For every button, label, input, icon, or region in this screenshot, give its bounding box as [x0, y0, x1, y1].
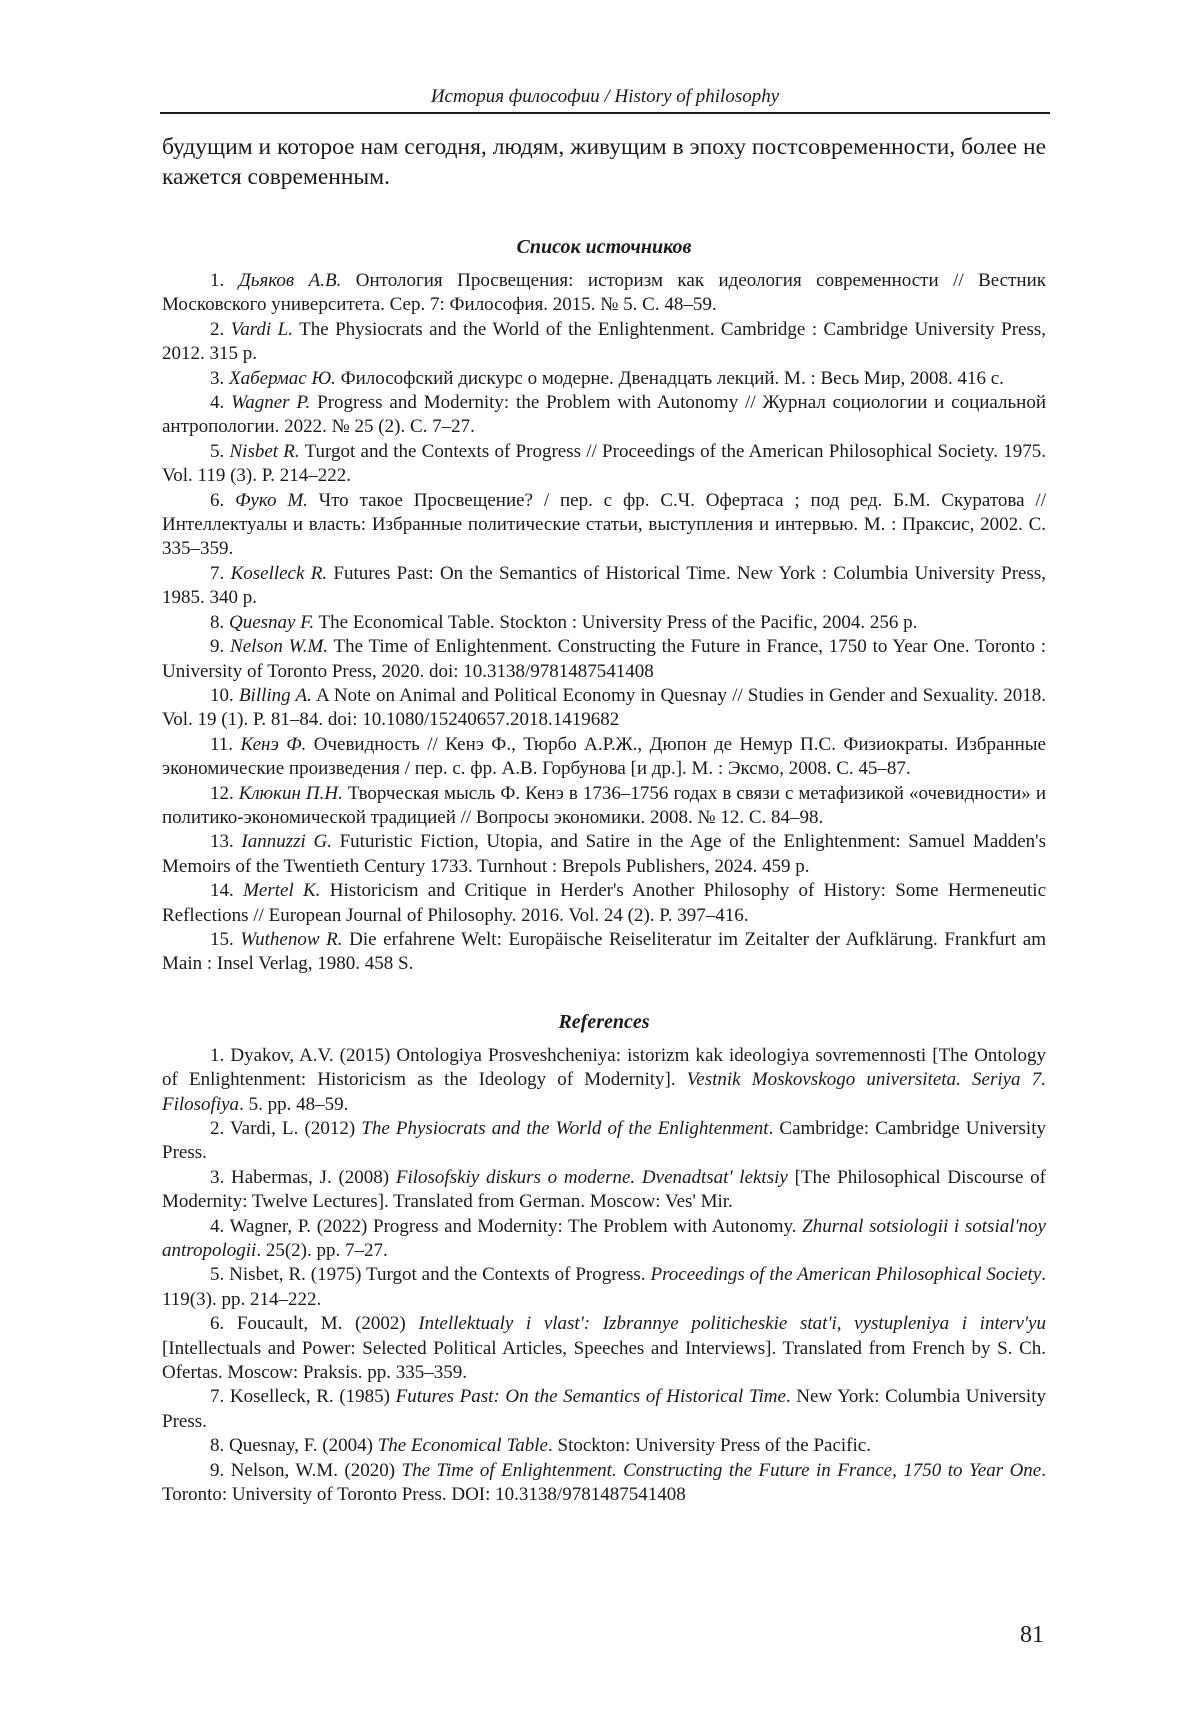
entry-italic-title: The Time of Enlightenment. Constructing the Future in France, 1750 to Year One — [401, 1459, 1042, 1481]
entry-text: Nelson, W.M. (2020) — [224, 1459, 402, 1481]
references-list — [162, 1044, 1046, 1508]
reference-entry — [162, 1312, 1046, 1385]
entry-text-end: . Stockton: University Press of the Pacific. — [548, 1435, 871, 1457]
entry-author: Nisbet R. — [229, 440, 300, 462]
entry-text: Futuristic Fiction, Utopia, and Satire in the Age of the Enlightenment: Samuel Madden's Memoirs of the Twentieth Century 1733. Turnhout : Brepols Publishers, 2024. 459 p. — [162, 831, 1046, 877]
entry-text: The Time of Enlightenment. Constructing the Future in France, 1750 to Year One. Toronto : University of Toronto Press, 2020. doi: 10.3138/9781487541408 — [162, 636, 1047, 682]
entry-text: The Economical Table. Stockton : University Press of the Pacific, 2004. 256 p. — [314, 611, 918, 633]
entry-number: 7. — [210, 1386, 225, 1408]
entry-text-end: . 25(2). pp. 7–27. — [256, 1240, 388, 1262]
entry-text: Foucault, M. (2002) — [224, 1313, 419, 1335]
entry-number: 7. — [210, 562, 225, 584]
source-entry — [162, 391, 1046, 440]
entry-text: Очевидность // Кенэ Ф., Тюрбо А.Р.Ж., Дюпон де Немур П.С. Физиократы. Избранные экономические произведения / пер. с. фр. А.В. Горбунова [и др.]. М. : Эксмо, 2008. С. 45–87. — [162, 733, 1046, 780]
entry-italic-title: Proceedings of the American Philosophical Society — [650, 1264, 1042, 1286]
source-entry — [162, 318, 1046, 367]
entry-number: 5. — [210, 440, 225, 462]
source-entry — [162, 879, 1046, 928]
entry-author: Nelson W.M. — [230, 636, 329, 658]
entry-number: 3. — [210, 367, 225, 389]
references-title: References — [558, 1010, 650, 1033]
entry-text: Historicism and Critique in Herder's Another Philosophy of History: Some Hermeneutic Reflections // European Journal of Philosophy. 2016. Vol. 24 (2). P. 397–416. — [162, 880, 1047, 926]
entry-text-end: . Toronto: University of Toronto Press. DOI: 10.3138/9781487541408 — [162, 1459, 1046, 1506]
source-entry — [162, 635, 1046, 684]
source-entry — [162, 782, 1046, 831]
entry-text: Vardi, L. (2012) — [224, 1118, 362, 1139]
entry-author: Iannuzzi G. — [241, 831, 332, 853]
entry-author: Wagner P. — [231, 392, 311, 414]
entry-number: 2. — [210, 318, 225, 340]
entry-author: Vardi L. — [230, 318, 293, 340]
entry-author: Billing A. — [238, 684, 312, 706]
entry-text: Koselleck, R. (1985) — [224, 1386, 396, 1408]
entry-italic-title: The Economical Table — [377, 1435, 548, 1457]
entry-number: 1. — [210, 270, 225, 291]
entry-number: 15. — [210, 928, 234, 950]
entry-number: 5. — [210, 1264, 225, 1286]
entry-text: Progress and Modernity: the Problem with Autonomy // Журнал социологии и социальной антропологии. 2022. № 25 (2). С. 7–27. — [162, 392, 1046, 438]
reference-entry — [162, 1166, 1046, 1215]
entry-text: Dyakov, A.V. (2015) Ontologiya Prosveshcheniya: istorizm kak ideologiya sovremennosti [The Ontology of Enlightenment: Historicism as the Ideology of Modernity]. — [162, 1044, 1046, 1091]
reference-entry — [162, 1459, 1046, 1508]
entry-author: Koselleck R. — [230, 562, 328, 584]
entry-number: 2. — [210, 1118, 225, 1139]
reference-entry — [162, 1215, 1046, 1264]
entry-text: Turgot and the Contexts of Progress // Proceedings of the American Philosophical Society. 1975. Vol. 119 (3). P. 214–222. — [162, 440, 1046, 487]
entry-text: Wagner, P. (2022) Progress and Modernity: The Problem with Autonomy. — [224, 1215, 803, 1237]
reference-entry — [162, 1117, 1046, 1166]
entry-text: A Note on Animal and Political Economy in Quesnay // Studies in Gender and Sexuality. 2018. Vol. 19 (1). P. 81–84. doi: 10.1080/15240657.2018.1419682 — [162, 684, 1047, 731]
entry-author: Кенэ Ф. — [240, 733, 307, 755]
entry-text: Что такое Просвещение? / пер. с фр. С.Ч. Офертаса ; под ред. Б.М. Скуратова // Интеллектуалы и власть: Избранные политические статьи, выступления и интервью. М. : Праксис, 2002. С. 335–359. — [162, 489, 1046, 560]
entry-number: 4. — [210, 1215, 225, 1237]
source-entry — [162, 440, 1046, 489]
entry-author: Mertel K. — [243, 880, 321, 902]
page-body — [162, 132, 1046, 1508]
source-entry — [162, 928, 1046, 977]
entry-number: 8. — [210, 1435, 225, 1457]
entry-text-end: . Cambridge: Cambridge University Press. — [162, 1118, 1046, 1164]
entry-text: Онтология Просвещения: историзм как идеология современности // Вестник Московского университета. Сер. 7: Философия. 2015. № 5. С. 48–59. — [162, 270, 1046, 316]
entry-text: Quesnay, F. (2004) — [224, 1435, 378, 1457]
entry-author: Хабермас Ю. — [229, 367, 336, 389]
header-rule — [160, 112, 1050, 114]
source-entry — [162, 830, 1046, 879]
source-entry — [162, 269, 1046, 318]
entry-number: 3. — [210, 1166, 225, 1188]
source-entry — [162, 611, 1046, 635]
entry-text-end: . 5. pp. 48–59. — [239, 1093, 349, 1115]
entry-number: 13. — [210, 831, 234, 853]
entry-text: The Physiocrats and the World of the Enlightenment. Cambridge : Cambridge University Press, 2012. 315 p. — [162, 318, 1046, 365]
source-entry — [162, 562, 1046, 611]
entry-text: Die erfahrene Welt: Europäische Reiseliteratur im Zeitalter der Aufklärung. Frankfurt am Main : Insel Verlag, 1980. 458 S. — [162, 928, 1046, 975]
source-entry — [162, 684, 1046, 733]
reference-entry — [162, 1263, 1046, 1312]
entry-italic-title: Filosofskiy diskurs o moderne. Dvenadtsat' lektsiy — [395, 1166, 788, 1188]
entry-text: Творческая мысль Ф. Кенэ в 1736–1756 годах в связи с метафизикой «очевидности» и политико-экономической традицией // Вопросы экономики. 2008. № 12. С. 84–98. — [162, 782, 1046, 828]
entry-number: 14. — [210, 880, 234, 902]
page-number: 81 — [1020, 1622, 1044, 1648]
reference-entry — [162, 1434, 1046, 1458]
entry-author: Дьяков А.В. — [238, 270, 342, 291]
entry-number: 11. — [210, 733, 234, 755]
entry-number: 10. — [210, 684, 234, 706]
entry-italic-title: Zhurnal sotsiologii i sotsial'noy antropologii — [162, 1215, 1046, 1262]
entry-text: Nisbet, R. (1975) Turgot and the Contexts of Progress. — [224, 1264, 651, 1286]
entry-number: 1. — [210, 1044, 225, 1066]
sources-title: Список источников — [516, 236, 692, 258]
entry-italic-title: Futures Past: On the Semantics of Historical Time — [395, 1386, 786, 1408]
reference-entry — [162, 1385, 1046, 1434]
entry-text: Futures Past: On the Semantics of Historical Time. New York : Columbia University Press, 1985. 340 p. — [162, 562, 1046, 609]
entry-italic-title: Vestnik Moskovskogo universiteta. Seriya 7. Filosofiya — [162, 1069, 1046, 1115]
entry-text-end: . 119(3). pp. 214–222. — [162, 1264, 1047, 1310]
reference-entry — [162, 1044, 1046, 1117]
entry-number: 9. — [210, 636, 225, 658]
entry-number: 4. — [210, 392, 225, 414]
entry-number: 6. — [210, 489, 225, 511]
running-header: История философии / History of philosophy — [430, 86, 780, 107]
source-entry — [162, 733, 1046, 782]
entry-text: Философский дискурс о модерне. Двенадцать лекций. М. : Весь Мир, 2008. 416 с. — [335, 367, 1004, 389]
entry-number: 12. — [210, 782, 234, 804]
entry-number: 8. — [210, 611, 225, 633]
intro-paragraph: будущим и которое нам сегодня, людям, живущим в эпоху постсовременности, более не кажется современным. — [162, 134, 1046, 190]
entry-author: Клюкин П.Н. — [238, 782, 343, 804]
sources-list — [162, 269, 1046, 977]
entry-number: 9. — [210, 1459, 225, 1481]
entry-author: Wuthenow R. — [240, 928, 343, 950]
source-entry — [162, 489, 1046, 562]
entry-text-end: [Intellectuals and Power: Selected Political Articles, Speeches and Interviews]. Translated from French by S. Ch. Ofertas. Moscow: Praksis. pp. 335–359. — [162, 1337, 1046, 1384]
entry-italic-title: Intellektualy i vlast': Izbrannye politicheskie stat'i, vystupleniya i interv'yu — [418, 1313, 1046, 1335]
entry-text: Habermas, J. (2008) — [224, 1166, 396, 1188]
entry-text-end: . New York: Columbia University Press. — [162, 1386, 1046, 1432]
source-entry — [162, 367, 1046, 391]
entry-italic-title: The Physiocrats and the World of the Enlightenment — [361, 1118, 769, 1139]
entry-number: 6. — [210, 1313, 225, 1335]
entry-author: Фуко М. — [235, 489, 308, 511]
entry-author: Quesnay F. — [229, 611, 315, 633]
entry-text-end: [The Philosophical Discourse of Modernity: Twelve Lectures]. Translated from German. Moscow: Ves' Mir. — [162, 1166, 1046, 1213]
